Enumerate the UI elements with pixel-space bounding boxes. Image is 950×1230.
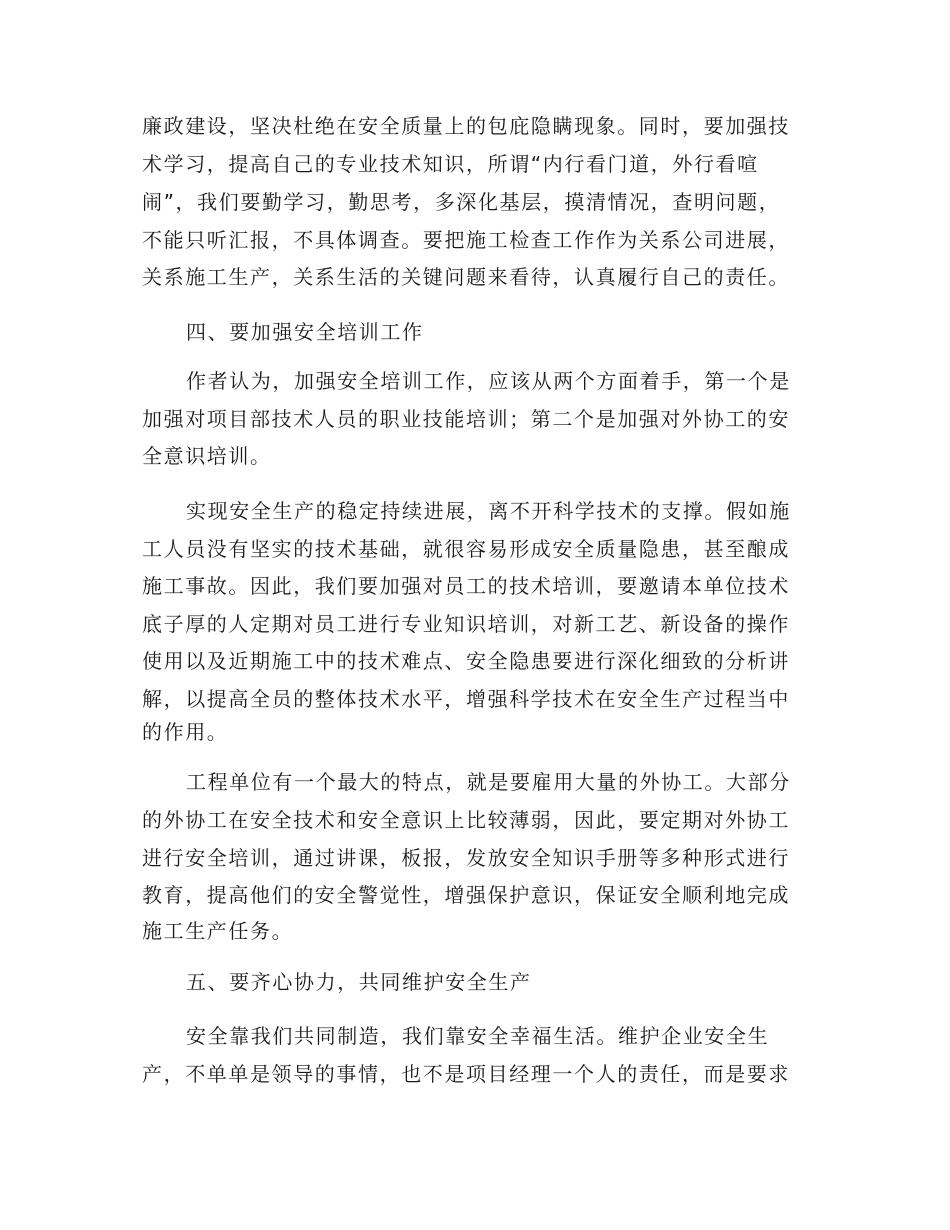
paragraph-first-line: 作者认为，加强安全培训工作，应该从两个方面着手，第一个是 [186, 369, 791, 393]
paragraph-first-line: 工程单位有一个最大的特点，就是要雇用大量的外协工。大部分 [186, 770, 791, 794]
body-line: 工人员没有坚实的技术基础，就很容易形成安全质量隐患，甚至酿成 [142, 537, 790, 561]
body-line: 的作用。 [142, 720, 229, 744]
body-line: 闹”，我们要勤学习，勤思考，多深化基层，摸清情况，查明问题， [142, 190, 781, 214]
body-line: 产，不单单是领导的事情，也不是项目经理一个人的责任，而是要求 [142, 1062, 790, 1086]
body-line: 的外协工在安全技术和安全意识上比较薄弱，因此，要定期对外协工 [142, 808, 790, 832]
body-line: 廉政建设，坚决杜绝在安全质量上的包庇隐瞒现象。同时，要加强技 [142, 114, 790, 138]
body-line: 加强对项目部技术人员的职业技能培训；第二个是加强对外协工的安 [142, 407, 790, 431]
body-line: 施工生产任务。 [142, 919, 294, 943]
section-heading: 五、要齐心协力，共同维护安全生产 [186, 970, 532, 994]
body-line: 使用以及近期施工中的技术难点、安全隐患要进行深化细致的分析讲 [142, 649, 790, 673]
body-line: 进行安全培训，通过讲课，板报，发放安全知识手册等多种形式进行 [142, 846, 790, 870]
body-line: 解，以提高全员的整体技术水平，增强科学技术在安全生产过程当中 [142, 687, 790, 711]
body-line: 教育，提高他们的安全警觉性，增强保护意识，保证安全顺利地完成 [142, 883, 790, 907]
body-line: 关系施工生产，关系生活的关键问题来看待，认真履行自己的责任。 [142, 265, 790, 289]
body-line: 全意识培训。 [142, 444, 272, 468]
body-line: 术学习，提高自己的专业技术知识，所谓“内行看门道，外行看喧 [142, 152, 759, 176]
body-line: 施工事故。因此，我们要加强对员工的技术培训，要邀请本单位技术 [142, 574, 790, 598]
paragraph-first-line: 实现安全生产的稳定持续进展，离不开科学技术的支撑。假如施 [186, 499, 791, 523]
body-line: 底子厚的人定期对员工进行专业知识培训，对新工艺、新设备的操作 [142, 612, 790, 636]
section-heading: 四、要加强安全培训工作 [186, 320, 424, 344]
paragraph-first-line: 安全靠我们共同制造，我们靠安全幸福生活。维护企业安全生 [186, 1024, 770, 1048]
body-line: 不能只听汇报，不具体调查。要把施工检查工作作为关系公司进展， [142, 228, 790, 252]
